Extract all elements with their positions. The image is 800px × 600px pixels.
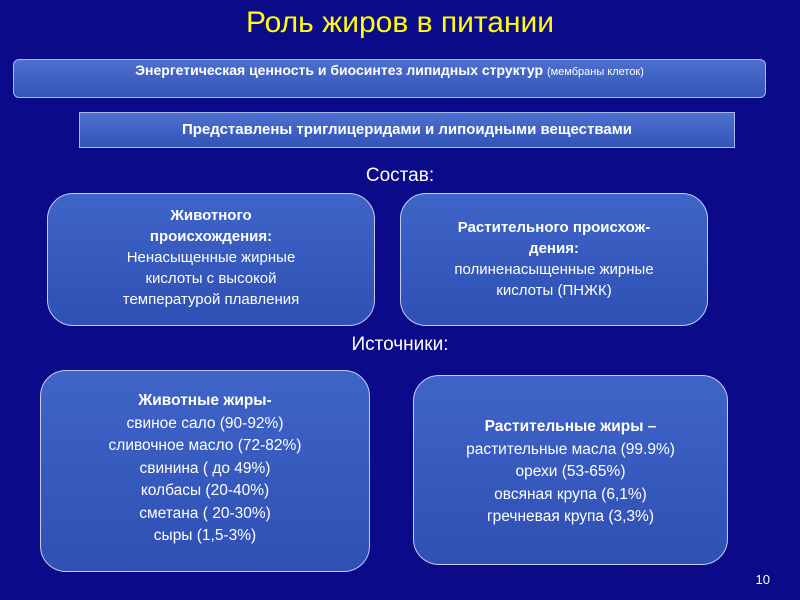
- plant-fats-item: овсяная крупа (6,1%): [494, 485, 647, 503]
- animal-fats-item: колбасы (20-40%): [140, 482, 270, 499]
- animal-origin-line: температурой плавления: [122, 291, 300, 308]
- animal-origin-box: [47, 193, 375, 326]
- page-number: 10: [755, 572, 770, 587]
- animal-origin-title-1: Животного: [170, 207, 252, 224]
- plant-fats-title: Растительные жиры –: [484, 418, 657, 435]
- plant-origin-title-1: Растительного происхож-: [457, 219, 651, 236]
- plant-origin-line: полиненасыщенные жирные: [454, 261, 654, 278]
- slide-title: Роль жиров в питании: [245, 6, 555, 39]
- animal-fats-title: Животные жиры-: [138, 392, 272, 409]
- energy-banner-text: Энергетическая ценность и биосинтез липидных структур: [135, 62, 544, 78]
- plant-fats-item: растительные масла (99.9%): [466, 440, 675, 458]
- composition-heading: Состав:: [365, 165, 435, 186]
- animal-origin-title-2: происхождения:: [149, 228, 273, 245]
- animal-origin-line: кислоты с высокой: [145, 270, 277, 287]
- sources-heading: Источники:: [351, 334, 449, 355]
- plant-origin-title-2: дения:: [529, 240, 579, 257]
- plant-origin-box: [400, 193, 708, 326]
- animal-fats-item: сливочное масло (72-82%): [108, 437, 302, 454]
- plant-origin-line: кислоты (ПНЖК): [496, 282, 612, 299]
- plant-fats-item: гречневая крупа (3,3%): [487, 508, 654, 525]
- animal-fats-item: сыры (1,5-3%): [153, 527, 257, 544]
- plant-fats-box: [413, 375, 728, 565]
- animal-fats-item: сметана ( 20-30%): [139, 504, 271, 522]
- energy-banner-note: (мембраны клеток): [546, 66, 644, 78]
- animal-fats-item: свинина ( до 49%): [139, 459, 271, 477]
- animal-fats-box: [40, 370, 370, 572]
- animal-fats-item: свиное сало (90-92%): [126, 414, 284, 432]
- energy-banner: [13, 59, 766, 98]
- plant-fats-item: орехи (53-65%): [515, 463, 626, 480]
- animal-origin-line: Ненасыщенные жирные: [126, 249, 296, 266]
- triglycerides-banner: Представлены триглицеридами и липоидными веществами: [79, 112, 735, 148]
